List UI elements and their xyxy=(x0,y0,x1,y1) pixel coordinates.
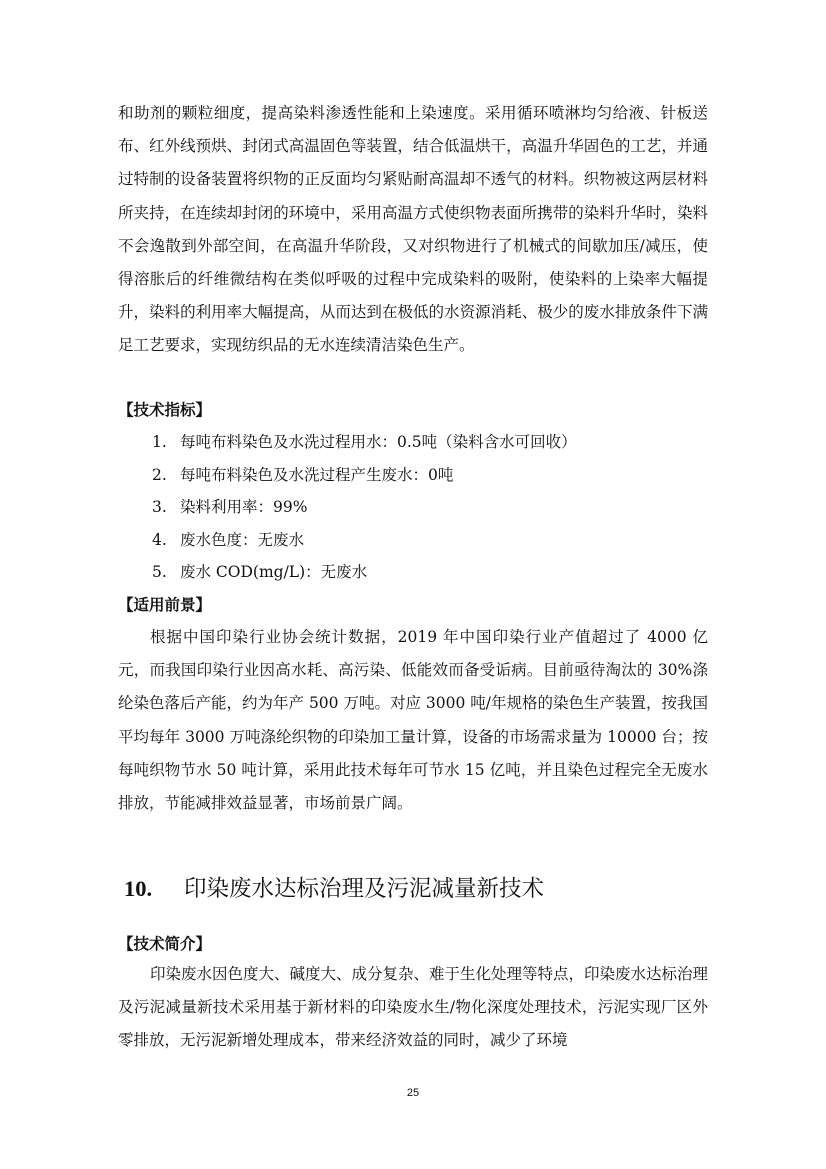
list-item: 5. 废水 COD(mg/L)：无废水 xyxy=(152,563,368,582)
intro-body-paragraph: 印染废水因色度大、碱度大、成分复杂、难于生化处理等特点，印染废水达标治理及污泥减量新技术采用基于新材料的印染废水生/物化深度处理技术，污泥实现厂区外零排放，无污泥新增处理成本，带来经济效益的同时，减少了环境 xyxy=(118,965,709,1050)
tech-indicators-heading: 【技术指标】 xyxy=(118,401,212,419)
tech-indicators-list xyxy=(152,432,577,595)
section-title-text: 印染废水达标治理及污泥减量新技术 xyxy=(184,876,545,902)
prospects-paragraph: 根据中国印染行业协会统计数据，2019 年中国印染行业产值超过了 4000 亿元，而我国印染行业因高水耗、高污染、低能效而备受诟病。目前亟待淘汰的 30%涤纶染色落后产能，约为年产 500 万吨。对应 3000 吨/年规格的染色生产装置，按我国平均每年 3000 万吨涤纶织物的印染加工量计算，设备的市场需求量为 10000 台；按每吨织物节水 50 吨计算，采用此技术每年可节水 15 亿吨，并且染色过程完全无废水排放，节能减排效益显著，市场前景广阔。 xyxy=(118,628,708,813)
list-item: 3. 染料利用率：99% xyxy=(152,498,308,517)
list-item: 2. 每吨布料染色及水洗过程产生废水：0吨 xyxy=(152,465,454,484)
section-title xyxy=(124,874,544,904)
list-item: 1. 每吨布料染色及水洗过程用水：0.5吨（染料含水可回收） xyxy=(152,433,577,451)
intro-heading: 【技术简介】 xyxy=(118,935,212,953)
list-item: 4. 废水色度：无废水 xyxy=(152,530,305,549)
prospects-heading: 【适用前景】 xyxy=(118,596,212,614)
page-number: 25 xyxy=(406,1087,420,1099)
section-number: 10. xyxy=(124,876,153,901)
intro-paragraph: 和助剂的颗粒细度，提高染料渗透性能和上染速度。采用循环喷淋均匀给液、针板送布、红外线预烘、封闭式高温固色等装置，结合低温烘干，高温升华固色的工艺，并通过特制的设备装置将织物的正反面均匀紧贴耐高温却不透气的材料。织物被这两层材料所夹持，在连续却封闭的环境中，采用高温方式使织物表面所携带的染料升华时，染料不会逸散到外部空间，在高温升华阶段，又对织物进行了机械式的间歇加压/减压，使得溶胀后的纤维微结构在类似呼吸的过程中完成染料的吸附，使染料的上染率大幅提升，染料的利用率大幅提高，从而达到在极低的水资源消耗、极少的废水排放条件下满足工艺要求，实现纺织品的无水连续清洁染色生产。 xyxy=(118,104,708,355)
